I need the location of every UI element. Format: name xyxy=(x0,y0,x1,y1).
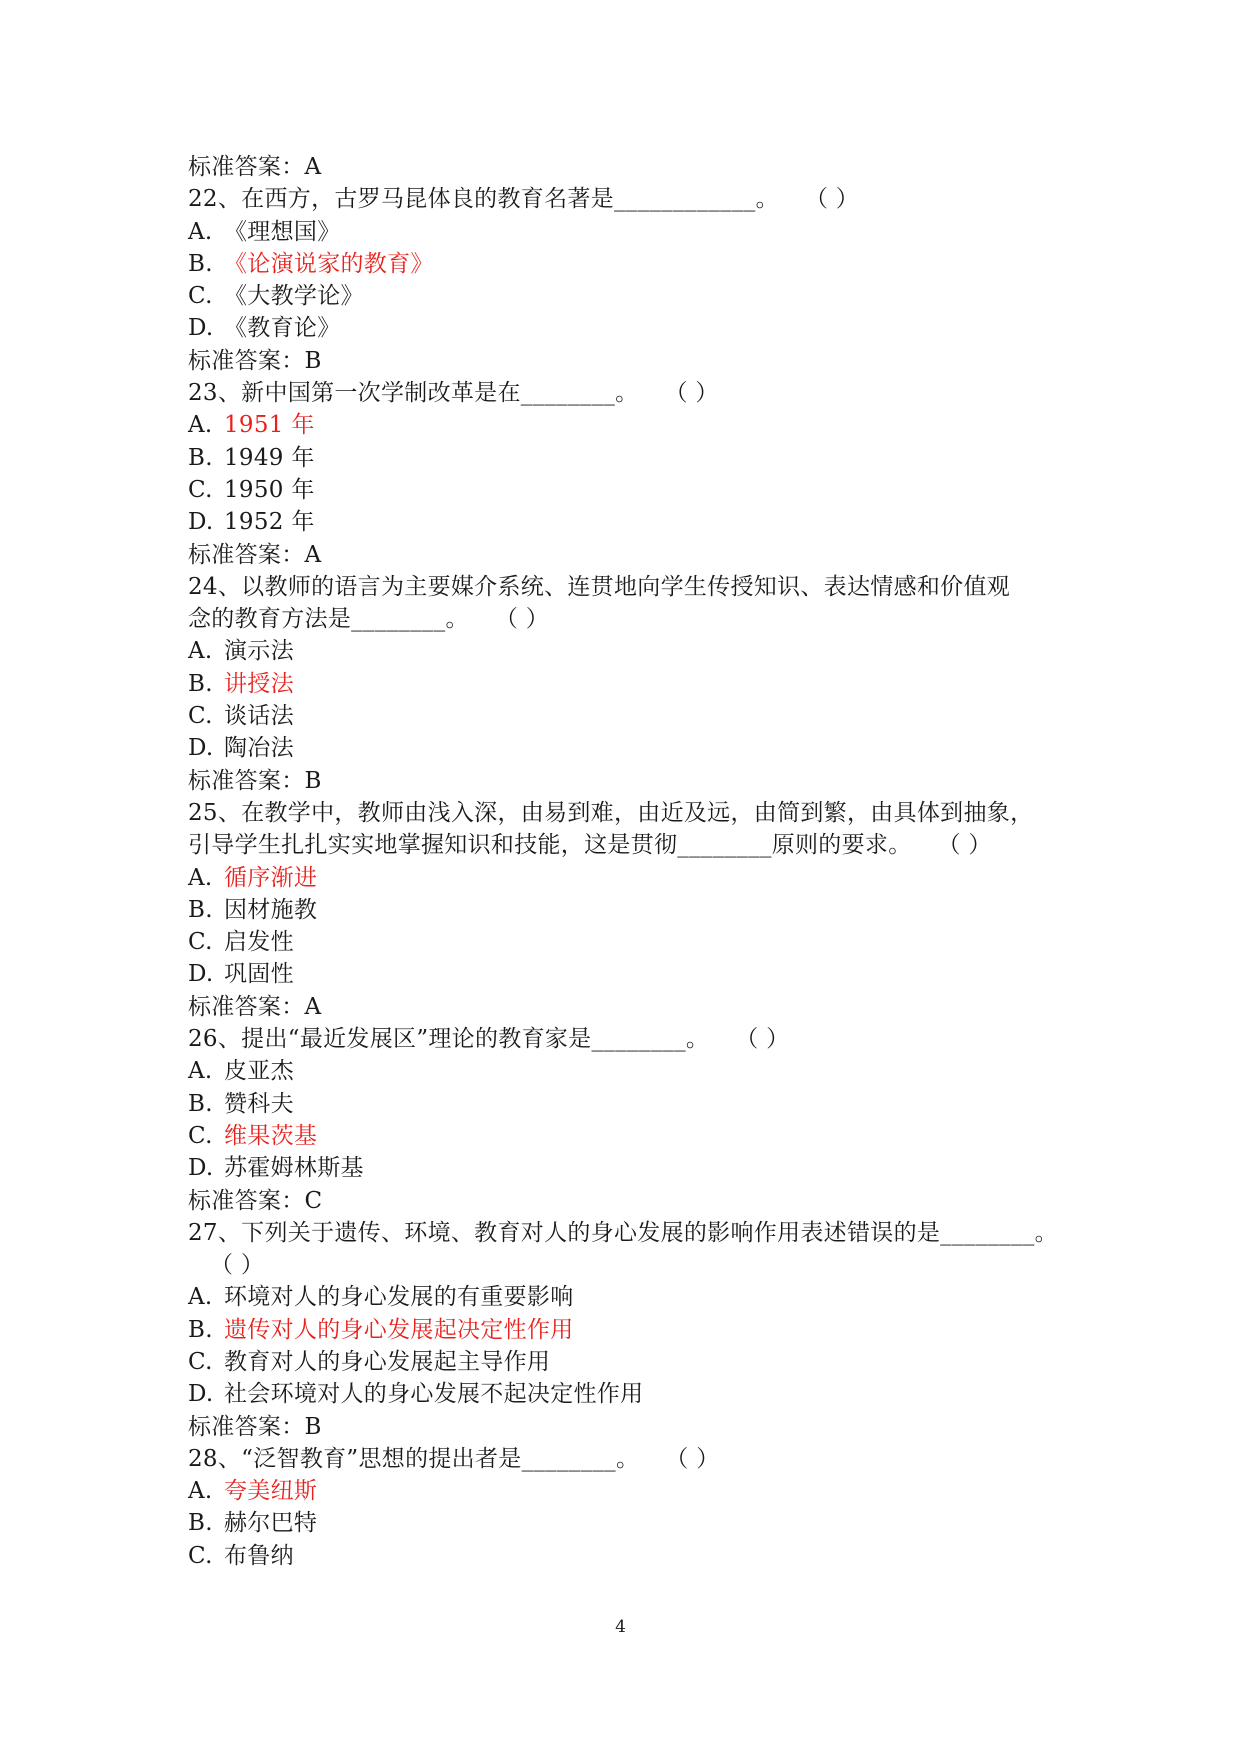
answer-parentheses: （ ） xyxy=(494,606,550,633)
option-letter: B. xyxy=(188,896,213,923)
option xyxy=(188,474,1068,506)
question-stem xyxy=(188,1443,1068,1475)
option-text: 巩固性 xyxy=(224,961,294,988)
option-correct xyxy=(188,1475,1068,1507)
option-letter: B. xyxy=(188,250,213,277)
option xyxy=(188,894,1068,926)
option-text: 遗传对人的身心发展起决定性作用 xyxy=(224,1316,574,1343)
option-letter: A. xyxy=(188,1478,213,1505)
page-number: 4 xyxy=(615,1617,626,1637)
option-text: 布鲁纳 xyxy=(224,1542,294,1569)
question-text: 22、在西方，古罗马昆体良的教育名著是____________。 xyxy=(188,186,779,213)
option-letter: D. xyxy=(188,1381,214,1408)
option-letter: B. xyxy=(188,1510,213,1537)
answer-line: 标准答案：A xyxy=(188,993,322,1020)
option-correct xyxy=(188,1314,1068,1346)
option-correct xyxy=(188,862,1068,894)
option-text: 陶冶法 xyxy=(224,735,294,762)
option-text: 因材施教 xyxy=(224,896,318,923)
option xyxy=(188,700,1068,732)
option-letter: B. xyxy=(188,670,213,697)
question-stem xyxy=(188,377,1068,409)
option-correct xyxy=(188,409,1068,441)
option xyxy=(188,732,1068,764)
option xyxy=(188,1152,1068,1184)
option-letter: C. xyxy=(188,929,213,956)
option xyxy=(188,1507,1068,1539)
answer-parentheses: （ ） xyxy=(665,1445,720,1472)
option xyxy=(188,312,1068,344)
question-stem-line: 24、以教师的语言为主要媒介系统、连贯地向学生传授知识、表达情感和价值观 xyxy=(188,573,1011,600)
option xyxy=(188,442,1068,474)
answer-parentheses: （ ） xyxy=(804,186,860,213)
option-letter: A. xyxy=(188,1058,213,1085)
option-letter: B. xyxy=(188,1316,213,1343)
option xyxy=(188,216,1068,248)
option-text: 讲授法 xyxy=(224,670,294,697)
answer-line: 标准答案：B xyxy=(188,347,322,374)
answer-line: 标准答案：C xyxy=(188,1187,323,1214)
answer-parentheses: （ ） xyxy=(210,1252,265,1279)
option-letter: A. xyxy=(188,1284,213,1311)
option-letter: D. xyxy=(188,1155,214,1182)
option-text: 维果茨基 xyxy=(224,1122,318,1149)
answer-parentheses: （ ） xyxy=(664,380,719,407)
option-letter: C. xyxy=(188,1122,213,1149)
answer-parentheses: （ ） xyxy=(735,1026,790,1053)
question-list xyxy=(188,151,1068,1572)
option-text: 循序渐进 xyxy=(224,864,318,891)
question-stem-line: 27、下列关于遗传、环境、教育对人的身心发展的影响作用表述错误的是________。 xyxy=(188,1219,1058,1246)
option-text: 社会环境对人的身心发展不起决定性作用 xyxy=(224,1381,644,1408)
question-stem xyxy=(188,603,1068,635)
option-letter: B. xyxy=(188,444,213,471)
question-text: 23、新中国第一次学制改革是在________。 xyxy=(188,380,639,407)
option-text: 谈话法 xyxy=(224,703,294,730)
option-letter: D. xyxy=(188,735,214,762)
answer-line: 标准答案：B xyxy=(188,1413,322,1440)
option xyxy=(188,926,1068,958)
answer-line: 标准答案：A xyxy=(188,541,322,568)
option-text: 《教育论》 xyxy=(224,315,341,342)
option-text: 1950 年 xyxy=(224,476,315,503)
option-text: 《论演说家的教育》 xyxy=(224,250,434,277)
option-letter: A. xyxy=(188,412,213,439)
question-stem xyxy=(188,1023,1068,1055)
option xyxy=(188,1088,1068,1120)
option-text: 夸美纽斯 xyxy=(224,1478,318,1505)
option xyxy=(188,506,1068,538)
option xyxy=(188,1540,1068,1572)
option-text: 1949 年 xyxy=(224,444,315,471)
option-text: 演示法 xyxy=(224,638,294,665)
option-text: 苏霍姆林斯基 xyxy=(224,1155,364,1182)
option-text: 教育对人的身心发展起主导作用 xyxy=(224,1348,551,1375)
question-text: 26、提出“最近发展区”理论的教育家是________。 xyxy=(188,1026,710,1053)
question-stem-line: 25、在教学中，教师由浅入深，由易到难，由近及远，由简到繁，由具体到抽象， xyxy=(188,799,1034,826)
option-letter: D. xyxy=(188,315,214,342)
option-letter: C. xyxy=(188,476,213,503)
option-correct xyxy=(188,1120,1068,1152)
option xyxy=(188,635,1068,667)
option-letter: D. xyxy=(188,961,214,988)
option-letter: D. xyxy=(188,509,214,536)
option xyxy=(188,1055,1068,1087)
answer-line: 标准答案：B xyxy=(188,767,322,794)
option-letter: B. xyxy=(188,1090,213,1117)
option-text: 1952 年 xyxy=(224,509,315,536)
option-text: 启发性 xyxy=(224,929,294,956)
question-text: 引导学生扎扎实实地掌握知识和技能，这是贯彻________原则的要求。 xyxy=(188,832,912,859)
option-correct xyxy=(188,668,1068,700)
option xyxy=(188,1346,1068,1378)
question-stem xyxy=(188,829,1068,861)
option-letter: A. xyxy=(188,638,213,665)
option xyxy=(188,1281,1068,1313)
option-letter: C. xyxy=(188,283,213,310)
option-letter: C. xyxy=(188,1348,213,1375)
option-text: 环境对人的身心发展的有重要影响 xyxy=(224,1284,574,1311)
option-text: 赫尔巴特 xyxy=(224,1510,318,1537)
option-text: 1951 年 xyxy=(224,412,315,439)
question-stem xyxy=(188,183,1068,215)
option-correct xyxy=(188,248,1068,280)
option-text: 皮亚杰 xyxy=(224,1058,294,1085)
option-text: 《理想国》 xyxy=(224,218,341,245)
option-letter: A. xyxy=(188,218,213,245)
question-text: 28、“泛智教育”思想的提出者是________。 xyxy=(188,1445,640,1472)
answer-line: 标准答案：A xyxy=(188,154,322,180)
option xyxy=(188,958,1068,990)
option-text: 《大教学论》 xyxy=(224,283,364,310)
option-letter: A. xyxy=(188,864,213,891)
question-text: 念的教育方法是________。 xyxy=(188,606,469,633)
answer-parentheses: （ ） xyxy=(937,832,992,859)
option-letter: C. xyxy=(188,703,213,730)
option-text: 赞科夫 xyxy=(224,1090,294,1117)
option-letter: C. xyxy=(188,1542,213,1569)
option xyxy=(188,280,1068,312)
option xyxy=(188,1378,1068,1410)
